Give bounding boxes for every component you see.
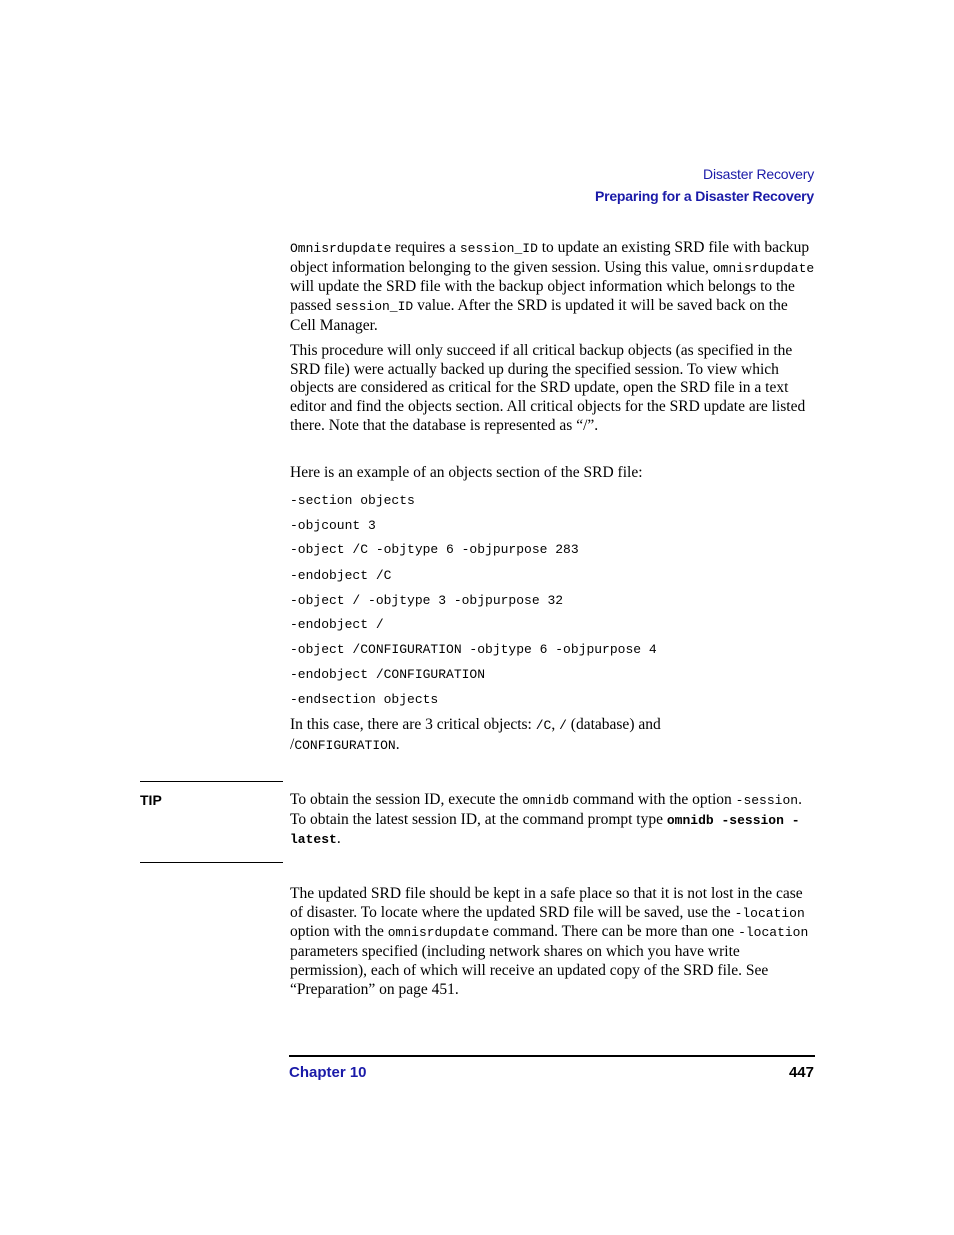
inline-code: omnisrdupdate	[387, 925, 490, 941]
text: (database) and	[566, 716, 661, 733]
text: parameters specified (including network shares on which you have write permission), each of which will receive an updated copy of the SRD file. See “Preparation” on page 451.	[290, 943, 769, 998]
text: /	[290, 735, 295, 753]
code-line: -section objects	[290, 493, 415, 508]
code-line: -object /C -objtype 6 -objpurpose 283	[290, 542, 579, 557]
code-line: -endobject /C	[290, 568, 392, 583]
paragraph-srd-location	[290, 885, 815, 999]
inline-code: -location	[734, 905, 805, 921]
text: The updated SRD file should be kept in a safe place so that it is not lost in the case of disaster. To locate where the updated SRD file will be saved, use the	[290, 885, 803, 921]
text: .	[395, 735, 400, 753]
text: will update the SRD file with the backup object information which belongs to the passed	[290, 278, 795, 315]
text: .	[336, 830, 341, 848]
text: requires a	[391, 239, 460, 256]
tip-label: TIP	[140, 792, 162, 808]
inline-code: /C	[535, 718, 552, 733]
code-line: -objcount 3	[290, 518, 376, 533]
code-line: -endobject /CONFIGURATION	[290, 667, 486, 682]
inline-code: omnidb	[522, 793, 570, 808]
inline-code: /	[559, 718, 567, 733]
text: . To obtain the latest session ID, at the command prompt type	[290, 791, 802, 828]
code-line: -object /CONFIGURATION -objtype 6 -objpurpose 4	[290, 642, 657, 657]
inline-code: -location	[738, 925, 809, 941]
inline-code: session_ID	[459, 241, 538, 256]
text: In this case, there are 3 critical objects:	[290, 716, 536, 733]
tip-bottom-rule	[140, 862, 283, 863]
running-header-subsection: Preparing for a Disaster Recovery	[594, 188, 814, 204]
inline-code: -session	[735, 793, 799, 808]
inline-code: Omnisrdupdate	[290, 241, 392, 256]
code-line: -object / -objtype 3 -objpurpose 32	[290, 593, 564, 608]
text: value. After the SRD is updated it will be saved back on the Cell Manager.	[290, 297, 788, 334]
text: to update an existing SRD file with backup object information belonging to the given session. Using this value,	[290, 239, 810, 276]
running-header-section: Disaster Recovery	[703, 166, 814, 182]
code-line: -endobject /	[290, 617, 384, 632]
inline-code-bold: omnidb -session -latest	[290, 812, 800, 848]
inline-code: CONFIGURATION	[294, 737, 396, 753]
footer-page-number: 447	[788, 1064, 814, 1081]
inline-code: session_ID	[335, 299, 414, 315]
paragraph-text: This procedure will only succeed if all critical backup objects (as specified in the SRD file) were actually backed up during the specified session. To view which objects are considered as critical for the SRD update, open the SRD file in a text editor and find the objects section. All critical objects for the SRD update are listed there. Note that the database is represented as “/”.	[290, 342, 806, 434]
text: ,	[551, 716, 560, 733]
text: command with the option	[569, 791, 736, 808]
text: To obtain the session ID, execute the	[290, 791, 523, 808]
paragraph-critical-objects-summary	[290, 716, 815, 755]
code-line: -endsection objects	[290, 692, 439, 707]
tip-top-rule	[140, 781, 283, 782]
tip-text	[290, 791, 815, 850]
paragraph-example-intro	[290, 464, 815, 483]
footer-chapter: Chapter 10	[289, 1064, 367, 1081]
paragraph-text: Here is an example of an objects section of the SRD file:	[290, 464, 643, 481]
footer-rule	[289, 1055, 815, 1057]
paragraph-critical-objects	[290, 342, 815, 436]
paragraph-omnisrdupdate-intro	[290, 239, 815, 336]
inline-code: omnisrdupdate	[712, 260, 815, 276]
text: command. There can be more than one	[489, 923, 739, 941]
text: option with the	[290, 923, 388, 941]
